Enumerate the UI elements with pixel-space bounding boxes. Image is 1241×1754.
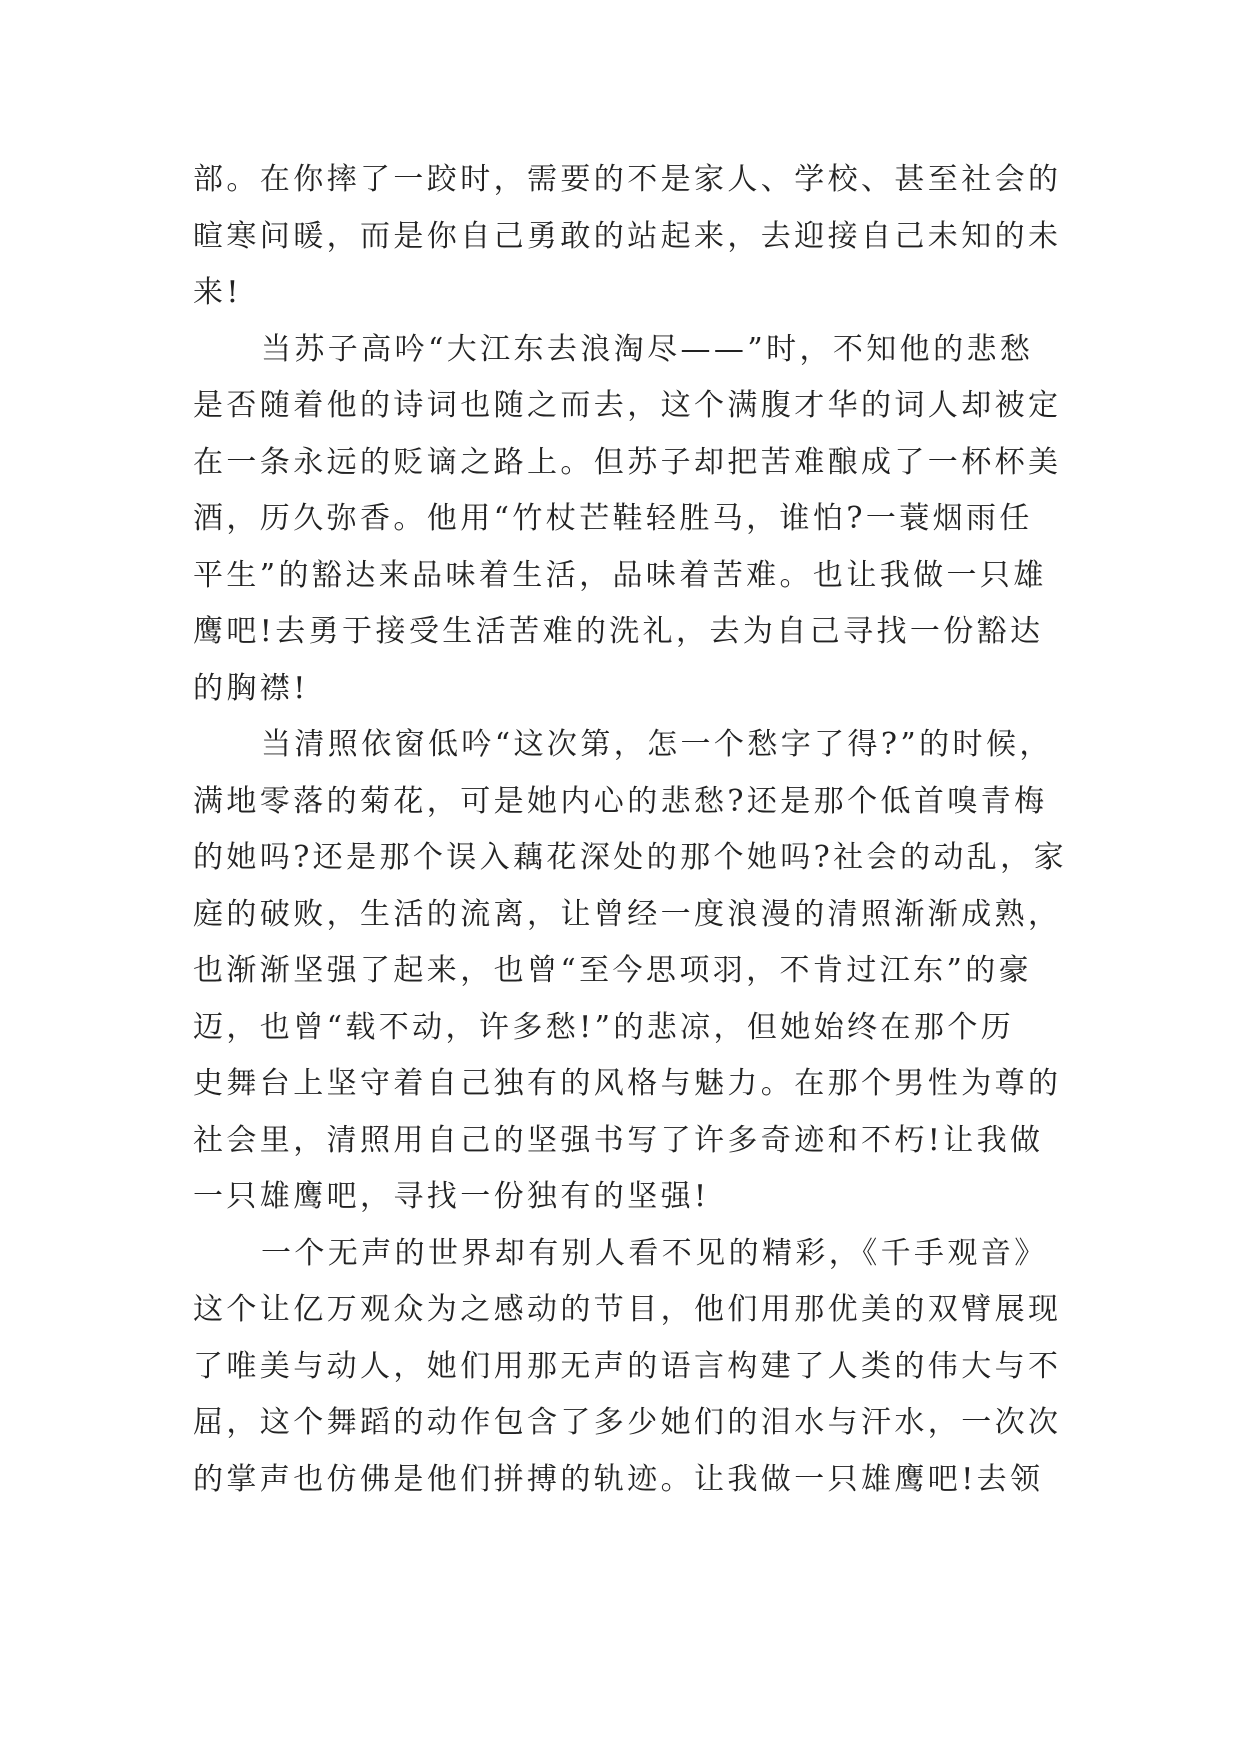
text-line: 这个让亿万观众为之感动的节目，他们用那优美的双臂展现: [193, 1292, 1062, 1327]
text-line: 庭的破败，生活的流离，让曾经一度浪漫的清照渐渐成熟，: [193, 896, 1062, 932]
paragraph-first-line: 当苏子高吟“大江东去浪淘尽——”时，不知他的悲愁: [261, 331, 1034, 367]
paragraph-first-line: 一个无声的世界却有别人看不见的精彩，《千手观音》: [261, 1235, 1048, 1271]
text-line: 社会里，清照用自己的坚强书写了许多奇迹和不朽!让我做: [193, 1122, 1044, 1158]
paragraph-first-line: 当清照依窗低吟“这次第，怎一个愁字了得?”的时候，: [261, 727, 1053, 762]
document-body: [193, 152, 1067, 1508]
text-line: 酒，历久弥香。他用“竹杖芒鞋轻胜马，谁怕?一蓑烟雨任: [193, 501, 1033, 536]
text-line: 史舞台上坚守着自己独有的风格与魅力。在那个男性为尊的: [193, 1066, 1062, 1101]
text-line: 暄寒问暖，而是你自己勇敢的站起来，去迎接自己未知的未: [193, 218, 1062, 254]
text-line: 的她吗?还是那个误入藕花深处的那个她吗?社会的动乱，家: [193, 840, 1067, 875]
text-line: 也渐渐坚强了起来，也曾“至今思项羽，不肯过江东”的豪: [193, 953, 1033, 988]
text-line: 在一条永远的贬谪之路上。但苏子却把苦难酿成了一杯杯美: [193, 444, 1062, 480]
text-line: 来!: [193, 275, 242, 310]
text-line: 的胸襟!: [193, 670, 309, 706]
text-line: 了唯美与动人，她们用那无声的语言构建了人类的伟大与不: [193, 1348, 1062, 1384]
text-line: 鹰吧!去勇于接受生活苦难的洗礼，去为自己寻找一份豁达: [193, 614, 1044, 649]
text-line: 屈，这个舞蹈的动作包含了多少她们的泪水与汗水，一次次: [193, 1405, 1062, 1440]
text-line: 是否随着他的诗词也随之而去，这个满腹才华的词人却被定: [193, 388, 1062, 423]
text-line: 部。在你摔了一跤时，需要的不是家人、学校、甚至社会的: [193, 162, 1062, 197]
text-line: 一只雄鹰吧，寻找一份独有的坚强!: [193, 1179, 710, 1214]
text-line: 满地零落的菊花，可是她内心的悲愁?还是那个低首嗅青梅: [193, 783, 1048, 819]
text-line: 迈，也曾“载不动，许多愁!”的悲凉，但她始终在那个历: [193, 1009, 1015, 1045]
text-line: 平生”的豁达来品味着生活，品味着苦难。也让我做一只雄: [193, 557, 1047, 593]
text-line: 的掌声也仿佛是他们拼搏的轨迹。让我做一只雄鹰吧!去领: [193, 1461, 1044, 1497]
